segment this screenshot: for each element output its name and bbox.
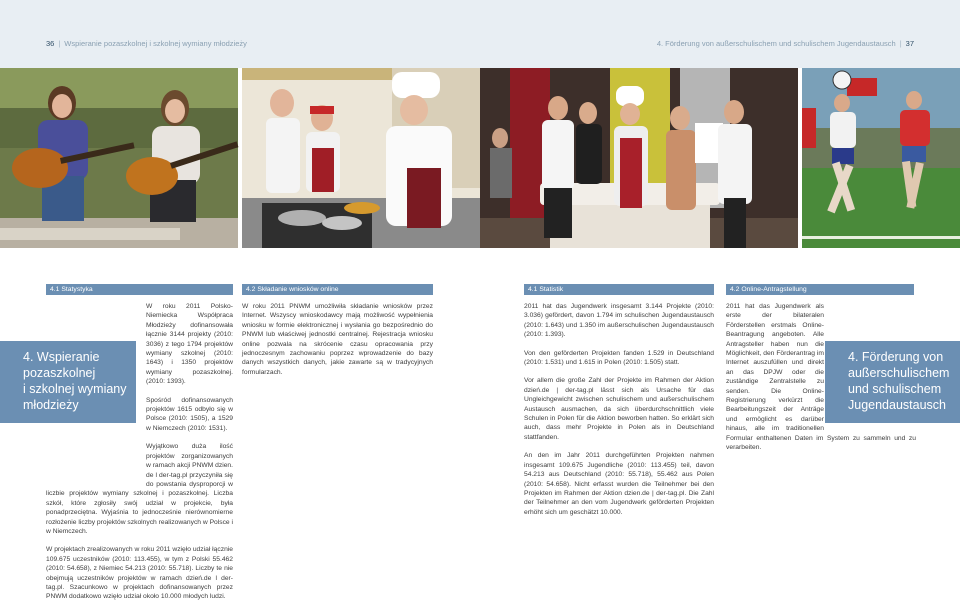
paragraph: 2011 hat das Jugendwerk insgesamt 3.144 Projekte (2010: 3.036) gefördert, davon 1.794 im schulischen Jugendaustausch (2010: 1.643) und 1.350 im außerschulischen Jugendaustausch (2010: 1.393). <box>524 303 714 339</box>
left-column-statystyka <box>46 302 233 611</box>
right-running-title: 4. Förderung von außerschulischem und schulischem Jugendaustausch <box>656 39 896 48</box>
left-running-title: Wspieranie pozaszkolnej i szkolnej wymiany młodzieży <box>64 39 247 48</box>
section-bar-online-antrag: 4.2 Online-Antragstellung <box>726 284 914 295</box>
section-bar-wnioski-online: 4.2 Składanie wniosków online <box>242 284 433 295</box>
photo-football <box>802 68 960 248</box>
right-running-header: 4. Förderung von außerschulischem und schulischem Jugendaustausch | 37 <box>656 39 914 48</box>
photo-football-image <box>802 68 960 248</box>
paragraph: Wyjątkowo duża ilość projektów zorganizowanych w ramach akcji PNWM dzien. de l der-tag.pl przyczyniła się do powstania dysproporcji w liczbie projektów wymiany szkolnej i pozaszkolnej. Liczba szkół, które zgłosiły swój udział w projekcie, była ponadprzeciętna. Wyjaśnia to jednocześnie nierównomierne rozłożenie liczby projektów szkolnych realizowanych w Polsce i w Niemczech. <box>46 443 233 535</box>
left-page-number: 36 <box>46 39 55 48</box>
photo-cooking-contest <box>480 68 798 248</box>
left-page <box>0 0 480 601</box>
right-page-number: 37 <box>905 39 914 48</box>
photo-kitchen <box>242 68 480 248</box>
paragraph: W projektach zrealizowanych w roku 2011 wzięło udział łącznie 109.675 uczestników (2010: 113.455), w tym z Polski 55.462 (2010: 54.658), z Niemiec 54.213 (2010: 55.718). Liczby te nie obejmują uczestników projektów w ramach dzień.de l der-tag.pl. Szacunkowo w projektach dofinansowanych przez PNWM dodatkowo wzięło udział około 10.000 młodych ludzi. <box>46 546 233 601</box>
paragraph: Von den geförderten Projekten fanden 1.529 in Deutschland (2010: 1.531) und 1.615 in Polen (2010: 1.505) statt. <box>524 349 714 367</box>
photo-guitar-girls <box>0 68 238 248</box>
section-bar-statystyka: 4.1 Statystyka <box>46 284 233 295</box>
paragraph: Vor allem die große Zahl der Projekte im Rahmen der Aktion dzień.de | der-tag.pl lässt sich als Ursache für das Ungleichgewicht zwischen schulischem und außerschulischem Austausch ausmachen, da sich überdurchschnittlich viele Schulen in Polen für die Aktion beworben hatten. So erklärt sich auch, dass mehr Projekte in Polen als in Deutschland stattfanden. <box>524 377 714 441</box>
section-bar-statistik: 4.1 Statistik <box>524 284 714 295</box>
paragraph: Spośród dofinansowanych projektów 1615 odbyło się w Polsce (2010: 1505), a 1529 w Niemczech (2010: 1531). <box>146 396 233 432</box>
chapter-label-de: 4. Förderung von außerschulischem und schulischem Jugendaustausch <box>825 341 960 423</box>
right-column-statistik <box>524 302 714 526</box>
photo-kitchen-image <box>242 68 480 248</box>
right-page-header <box>480 0 960 68</box>
photo-guitar-girls-image <box>0 68 238 248</box>
left-page-header <box>0 0 480 68</box>
paragraph: An den im Jahr 2011 durchgeführten Projekten nahmen insgesamt 109.675 Jugendliche (2010: 113.455) teil, davon 54.213 aus Deutschland (2010: 55.718), 55.462 aus Polen (2010: 54.658). Nicht erfasst wurden die Teilnehmer bei den Projekten im Rahmen der Aktion dzien.de | der-tag.pl. Die Zahl der Teilnehmer an den vom Jugendwerk geförderten Projekten erhöht sich um geschätzt 10.000. <box>524 452 714 516</box>
paragraph: W roku 2011 PNWM umożliwiła składanie wniosków przez Internet. Wszyscy wnioskodawcy mają możliwość wypełnienia wniosku w formie elektronicznej i wysłania go bezpośrednio do PNWM lub właściwej jednostki centralnej. Rejestracja wniosku online pozwala na skrócenie czasu opracowania przy jednoczesnym zachowaniu poprzez wprowadzenie do bazy danych wszystkich danych, jakie zawarte są w tradycyjnych formularzach. <box>242 303 433 376</box>
photo-cooking-contest-image <box>480 68 798 248</box>
paragraph: W roku 2011 Polsko-Niemiecka Współpraca Młodzieży dofinansowała łącznie 3144 projekty (2010: 3036) z tego 1794 projektów wymiany szkolnej (2010: 1643) i 1350 projektów wymiany pozaszkolnej. (2010: 1393). <box>146 303 233 386</box>
right-page <box>480 0 960 594</box>
chapter-label-pl: 4. Wspieranie pozaszkolnej i szkolnej wymiany młodzieży <box>0 341 136 423</box>
left-running-header: 36 | Wspieranie pozaszkolnej i szkolnej wymiany młodzieży <box>46 39 247 48</box>
paragraph: 2011 hat das Jugendwerk als erste der bilateralen Förderstellen erstmals Online-Beantragung angeboten. Alle Antragsteller haben nun die Möglichkeit, den Förderantrag im Internet auszufüllen und direkt an das DPJW oder die zuständige Zentralstelle zu senden. Die Online-Registrierung verkürzt die Bearbeitungszeit der Anträge und ermöglicht es darüber hinaus, alle im traditionellen Formular enthaltenen Daten im System zu sammeln und zu verarbeiten. <box>726 303 916 452</box>
left-column-wnioski <box>242 302 433 386</box>
